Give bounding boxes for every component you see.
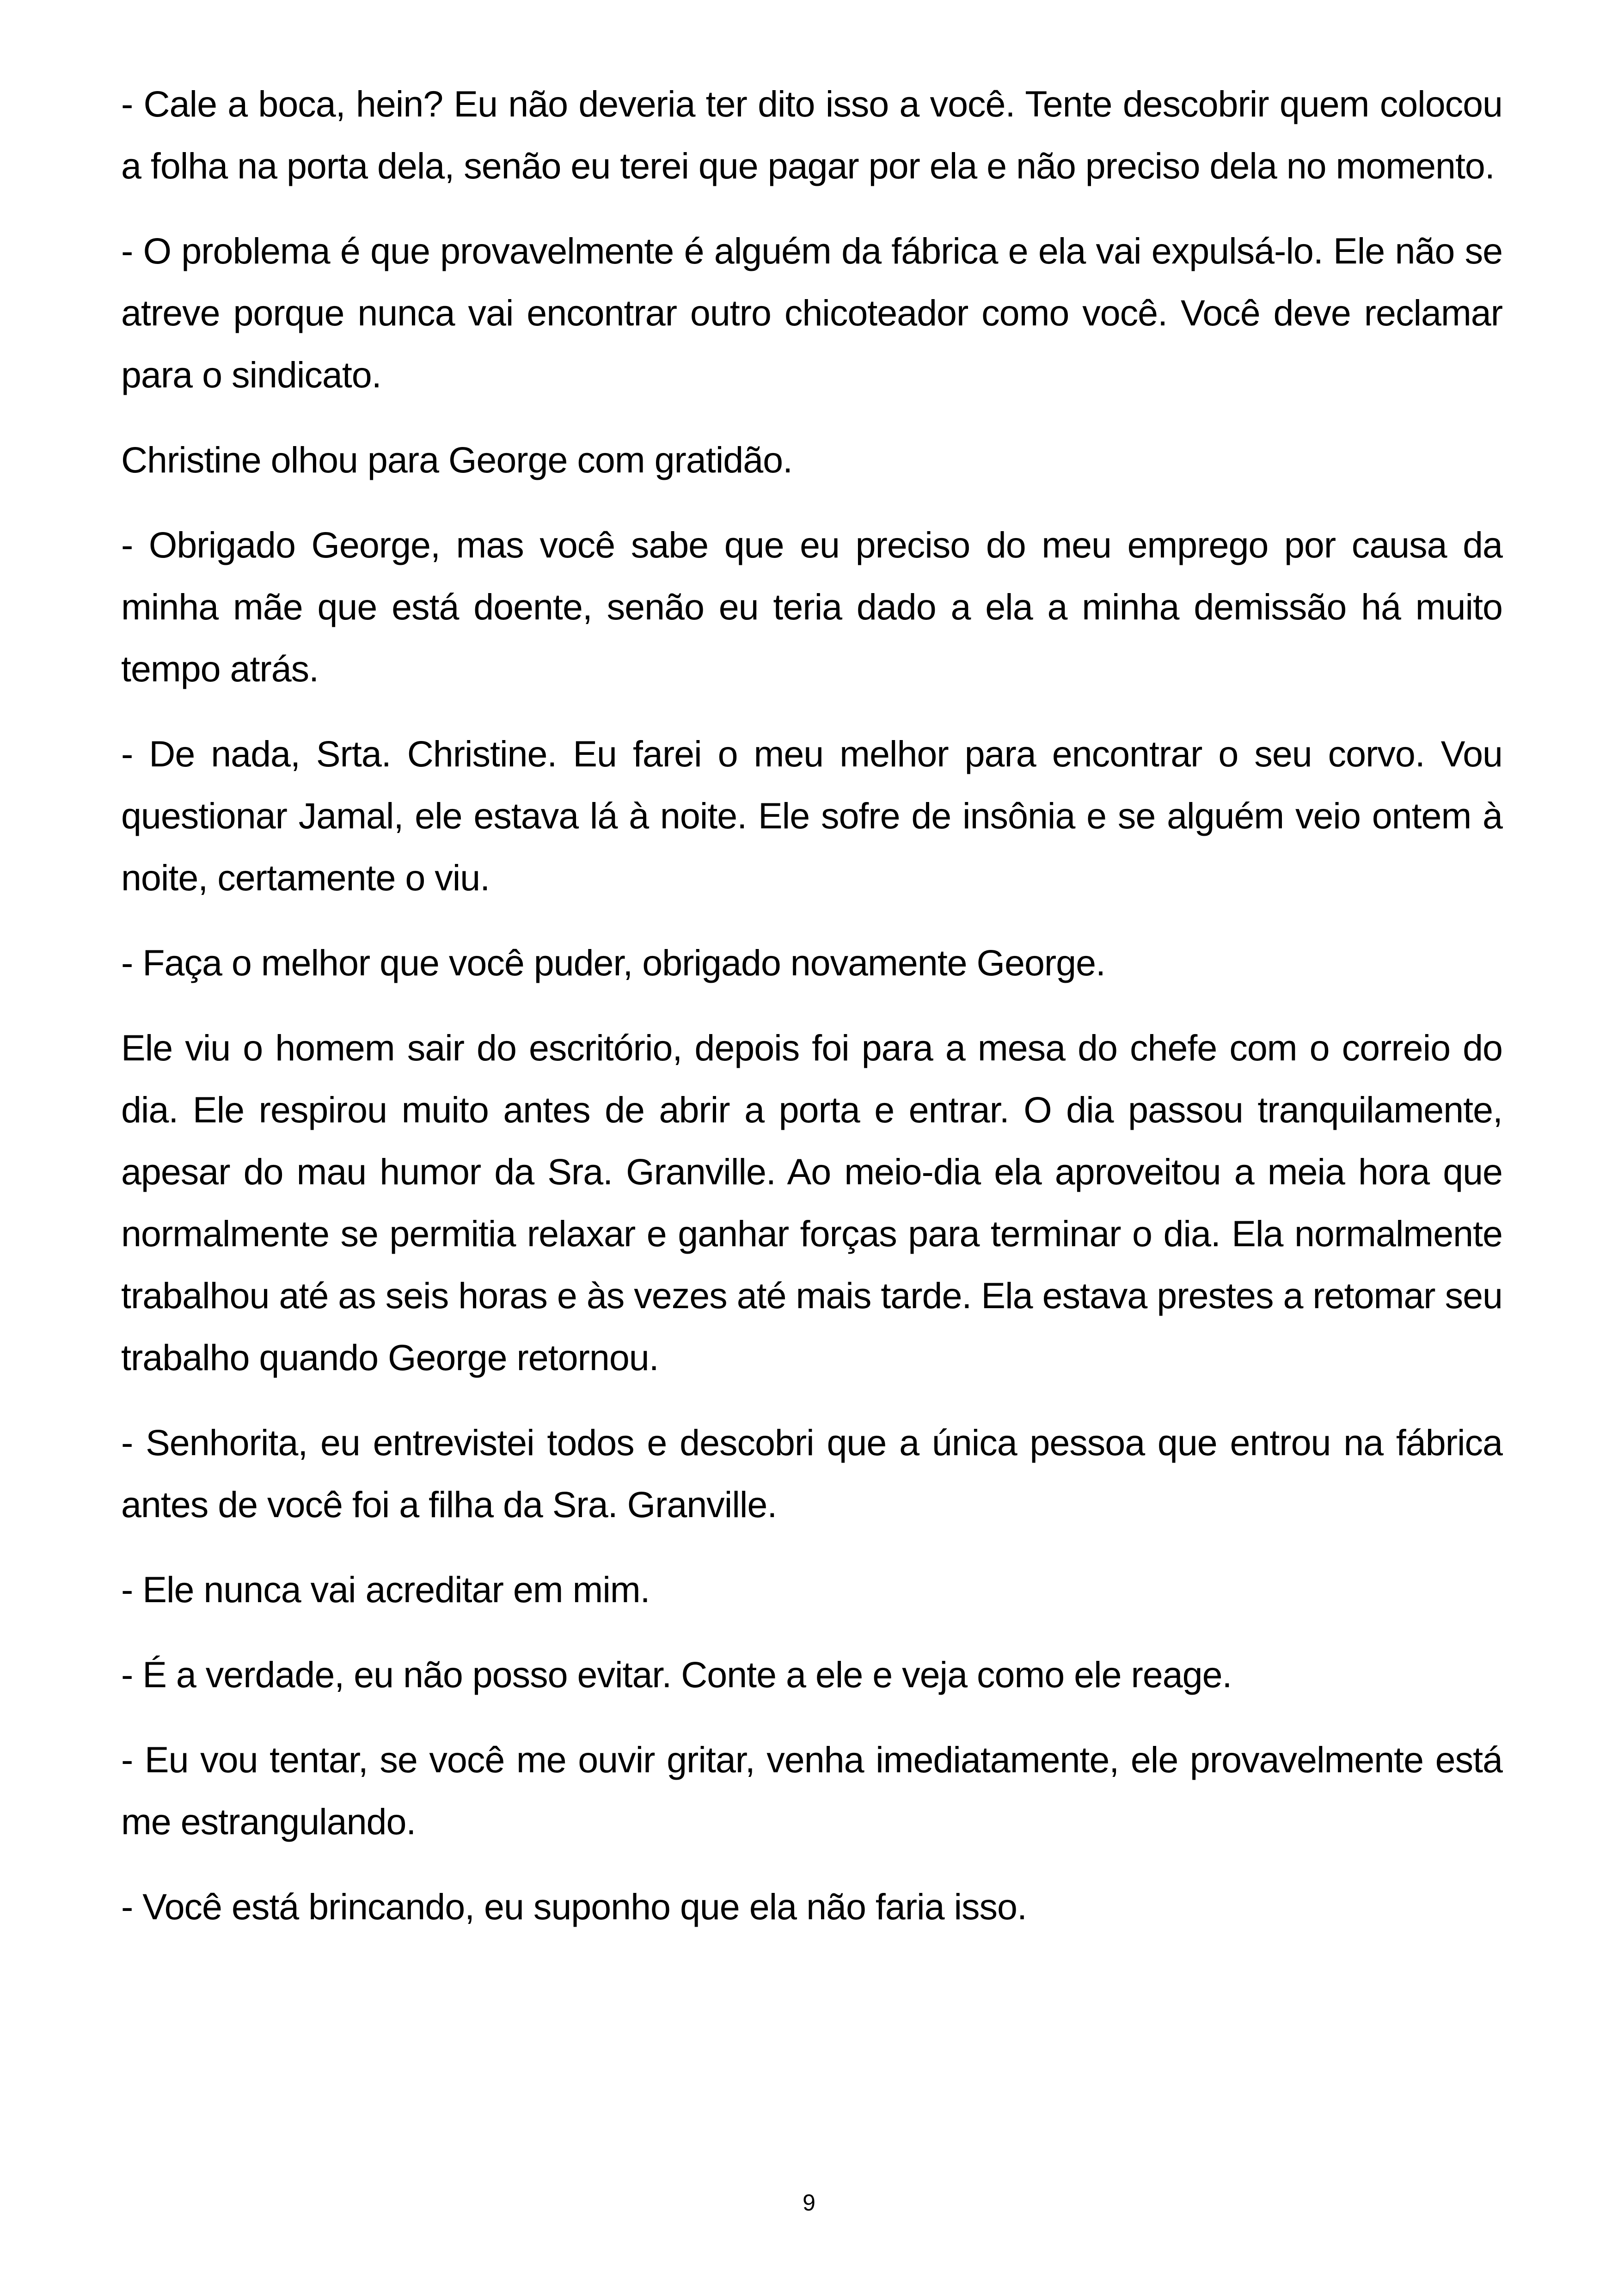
paragraph: - Você está brincando, eu suponho que ela não faria isso. xyxy=(121,1886,1027,1927)
paragraph: Ele viu o homem sair do escritório, depois foi para a mesa do chefe com o correio do dia. Ele respirou muito antes de abrir a porta e entrar. O dia passou tranquilamente, apesar do mau humor da Sra. Granville. Ao meio-dia ela aproveitou a meia hora que normalmente se permitia relaxar e ganhar forças para terminar o dia. Ela normalmente trabalhou até as seis horas e às vezes até mais tarde. Ela estava prestes a retomar seu trabalho quando George retornou. xyxy=(121,1027,1502,1378)
paragraph: - É a verdade, eu não posso evitar. Conte a ele e veja como ele reage. xyxy=(121,1654,1232,1695)
text-body xyxy=(121,73,1502,1961)
paragraph: - Obrigado George, mas você sabe que eu preciso do meu emprego por causa da minha mãe que está doente, senão eu teria dado a ela a minha demissão há muito tempo atrás. xyxy=(121,524,1502,689)
paragraph: - Ele nunca vai acreditar em mim. xyxy=(121,1569,650,1610)
paragraph: - De nada, Srta. Christine. Eu farei o meu melhor para encontrar o seu corvo. Vou questionar Jamal, ele estava lá à noite. Ele sofre de insônia e se alguém veio ontem à noite, certamente o viu. xyxy=(121,733,1502,898)
paragraph: - Faça o melhor que você puder, obrigado novamente George. xyxy=(121,942,1106,983)
paragraph: - Cale a boca, hein? Eu não deveria ter dito isso a você. Tente descobrir quem colocou a folha na porta dela, senão eu terei que pagar por ela e não preciso dela no momento. xyxy=(121,83,1502,186)
paragraph: - O problema é que provavelmente é alguém da fábrica e ela vai expulsá-lo. Ele não se atreve porque nunca vai encontrar outro chicoteador como você. Você deve reclamar para o sindicato. xyxy=(121,230,1502,395)
paragraph: - Senhorita, eu entrevistei todos e descobri que a única pessoa que entrou na fábrica antes de você foi a filha da Sra. Granville. xyxy=(121,1422,1502,1525)
page-number: 9 xyxy=(803,2190,815,2216)
paragraph: Christine olhou para George com gratidão. xyxy=(121,439,793,480)
paragraph: - Eu vou tentar, se você me ouvir gritar, venha imediatamente, ele provavelmente está me estrangulando. xyxy=(121,1739,1502,1842)
